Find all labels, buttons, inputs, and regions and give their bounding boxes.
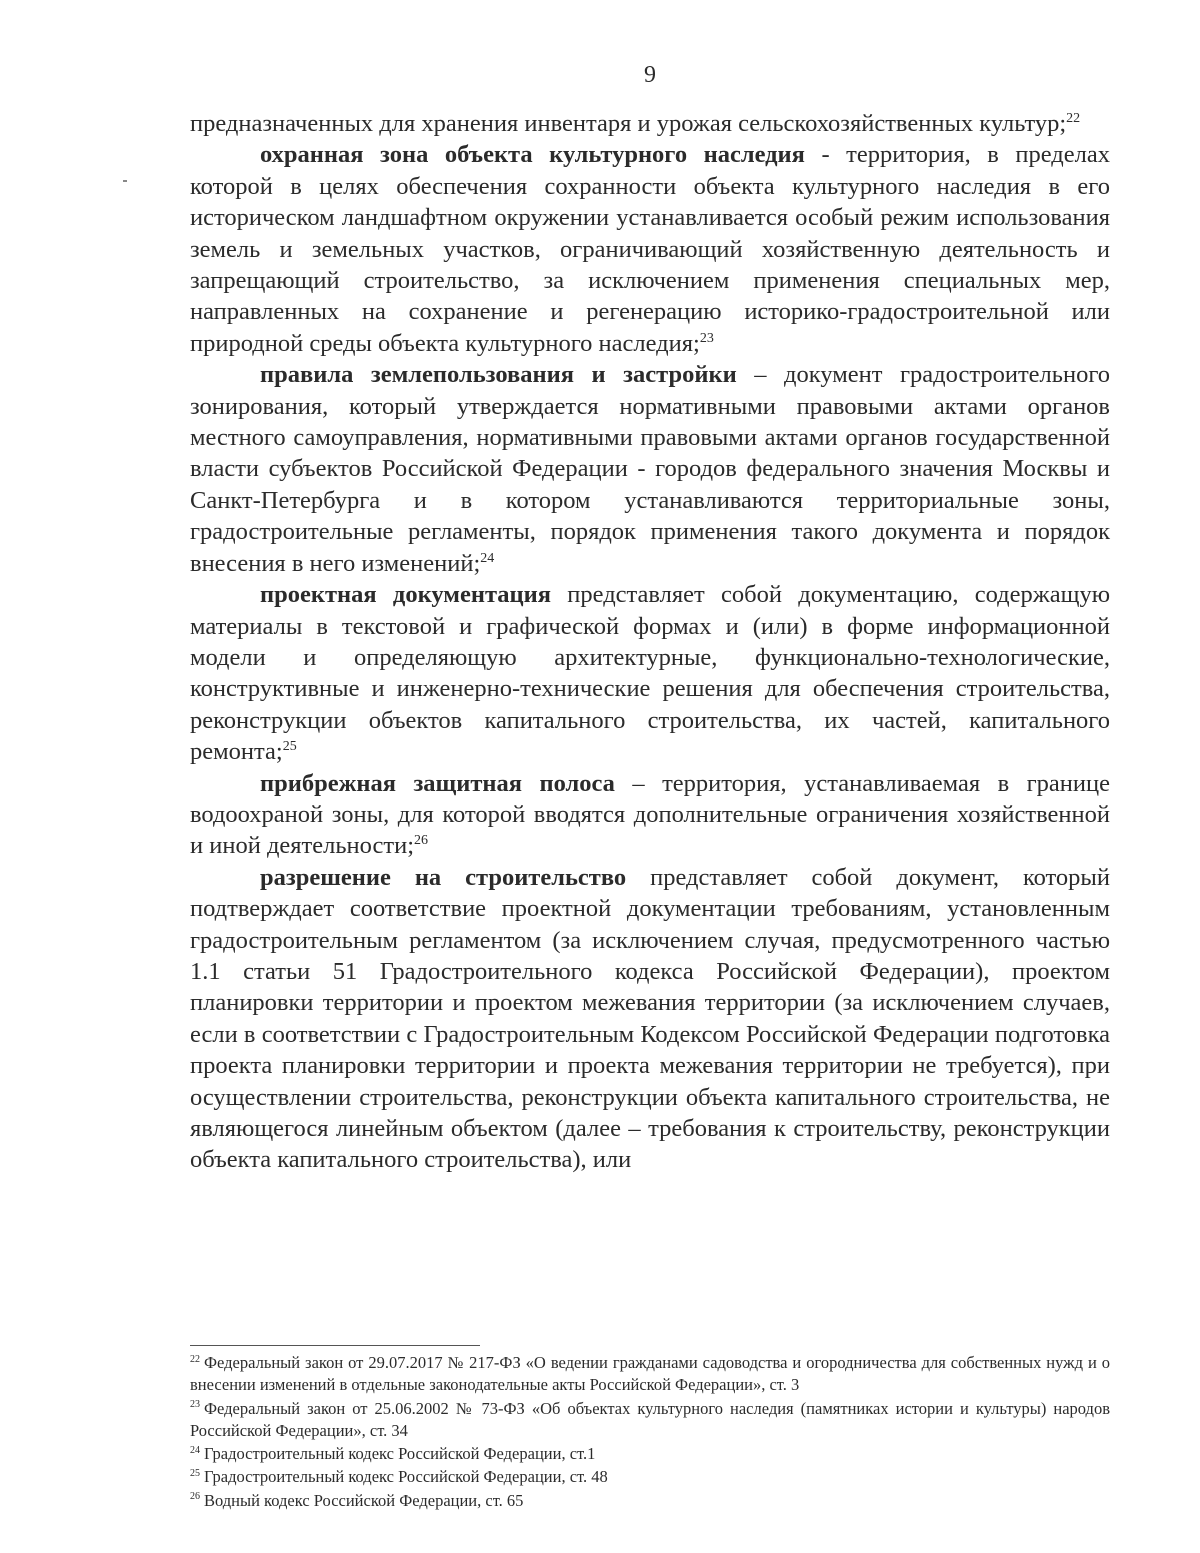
footnote-ref: 26 <box>414 833 429 849</box>
footnotes <box>190 1352 1110 1513</box>
footnote-number: 26 <box>190 1491 200 1503</box>
footnote <box>190 1398 1110 1443</box>
definition-pribrezhnaya-polosa <box>190 768 1110 862</box>
definition-text: представляет собой документацию, содержащую материалы в текстовой и графической формах и (или) в форме информационной модели и определяющую архитектурные, функционально-технологические, конструктивные и инженерно-технические решения для обеспечения строительства, реконструкции объектов капитального строительства, их частей, капитального ремонта; <box>190 581 1110 766</box>
scan-margin-mark <box>123 180 127 182</box>
footnote-number: 25 <box>190 1467 200 1479</box>
definition-razreshenie-na-stroitelstvo <box>190 862 1110 1176</box>
definition-text: – документ градостроительного зонирования, который утверждается нормативными правовыми актами органов местного самоуправления, нормативными правовыми актами органов государственной власти субъектов Российской Федерации - городов федерального значения Москвы и Санкт-Петербурга и в котором устанавливаются территориальные зоны, градостроительные регламенты, порядок применения такого документа и порядок внесения в него изменений; <box>190 361 1111 577</box>
definition-pravila-zemlepolzovaniya <box>190 359 1110 579</box>
main-text <box>190 108 1110 1176</box>
paragraph-text: предназначенных для хранения инвентаря и урожая сельскохозяйственных культур; <box>190 110 1067 137</box>
footnote <box>190 1490 1110 1512</box>
footnote-separator <box>190 1345 480 1346</box>
definition-text: - территория, в пределах которой в целях обеспечения сохранности объекта культурного наследия в его историческом ландшафтном окружении устанавливается особый режим использования земель и земельных участков, ограничивающий хозяйственную деятельность и запрещающий строительство, за исключением применения специальных мер, направленных на сохранение и регенерацию историко-градостроительной или природной среды объекта культурного наследия; <box>190 141 1110 357</box>
paragraph-continuation <box>190 108 1110 139</box>
footnote-number: 22 <box>190 1353 200 1365</box>
definition-proektnaya-dokumentatsiya <box>190 579 1110 767</box>
definition-text: представляет собой документ, который подтверждает соответствие проектной документации требованиям, установленным градостроительным регламентом (за исключением случая, предусмотренного частью 1.1 статьи 51 Градостроительного кодекса Российской Федерации), проектом планировки территории и проектом межевания территории (за исключением случаев, если в соответствии с Градостроительным Кодексом Российской Федерации подготовка проекта планировки территории и проекта межевания территории не требуется), при осуществлении строительства, реконструкции объекта капитального строительства, не являющегося линейным объектом (далее – требования к строительству, реконструкции объекта капитального строительства), или <box>190 863 1110 1174</box>
footnote-number: 23 <box>190 1399 200 1411</box>
definition-term: разрешение на строительство <box>260 863 627 891</box>
definition-term: проектная документация <box>260 581 552 609</box>
footnote-text: Федеральный закон от 29.07.2017 № 217-ФЗ «О ведении гражданами садоводства и огородничества для собственных нужд и о внесении изменений в отдельные законодательные акты Российской Федерации», ст. 3 <box>190 1353 1110 1395</box>
footnote-text: Градостроительный кодекс Российской Федерации, ст.1 <box>204 1444 596 1464</box>
footnote-text: Градостроительный кодекс Российской Федерации, ст. 48 <box>204 1467 608 1487</box>
page-number: 9 <box>644 62 656 88</box>
footnote <box>190 1466 1110 1488</box>
footnote-ref: 25 <box>282 738 297 754</box>
definition-term: правила землепользования и застройки <box>260 361 737 389</box>
footnote-text: Федеральный закон от 25.06.2002 № 73-ФЗ «Об объектах культурного наследия (памятниках истории и культуры) народов Российской Федерации», ст. 34 <box>190 1398 1110 1440</box>
definition-okhrannaya-zona <box>190 139 1110 359</box>
definition-text: – территория, устанавливаемая в границе водоохраной зоны, для которой вводятся дополнительные ограничения хозяйственной и иной деятельности; <box>190 769 1111 860</box>
footnote-ref: 23 <box>699 330 714 346</box>
footnote-number: 24 <box>190 1444 200 1456</box>
footnote-ref: 24 <box>480 550 495 566</box>
footnote-text: Водный кодекс Российской Федерации, ст. 65 <box>204 1490 524 1510</box>
footnote <box>190 1352 1110 1397</box>
footnote <box>190 1443 1110 1465</box>
footnote-ref: 22 <box>1066 110 1081 126</box>
definition-term: прибрежная защитная полоса <box>260 769 615 797</box>
definition-term: охранная зона объекта культурного наследия <box>260 141 805 169</box>
